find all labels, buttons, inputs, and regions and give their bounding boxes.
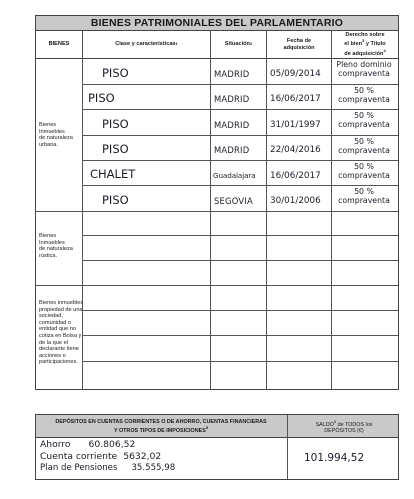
row-5-clase: CHALET — [90, 167, 136, 181]
group-label-rustica: Bienes Inmuebles de naturaleza rústica. — [39, 233, 73, 259]
deposit-line-pensiones: Plan de Pensiones 35.555,98 — [40, 463, 176, 473]
row-3-clase: PISO — [102, 117, 129, 131]
row-2-clase: PISO — [88, 91, 115, 105]
saldo-header-label: SALDO$^6$ de TODOS los DEPÓSITOS (€) — [315, 419, 373, 435]
row-6-fecha: 30/01/2006 — [270, 196, 321, 206]
row-6-derecho: 50 % compraventa — [338, 187, 390, 205]
row-5-situacion: Guadalajara — [213, 171, 256, 180]
group-label-urbana: Bienes Inmuebles de naturaleza urbana. — [39, 122, 73, 148]
row-2-situacion: MADRID — [214, 94, 250, 104]
row-2-derecho: 50 % compraventa — [338, 86, 390, 104]
row-1-derecho: Pleno dominio compraventa — [336, 60, 392, 78]
header-clase: Clase y características 1 — [115, 41, 178, 48]
row-1-situacion: MADRID — [214, 69, 250, 79]
row-3-fecha: 31/01/1997 — [270, 120, 321, 130]
table-header-row — [36, 31, 398, 59]
header-fecha: Fecha de adquisición — [283, 38, 315, 51]
header-bienes: BIENES — [48, 41, 70, 48]
header-derecho: Derecho sobre el bien$^3$ y Título de adquisición$^4$ — [344, 31, 386, 57]
row-1-fecha: 05/09/2014 — [270, 69, 321, 79]
row-4-derecho: 50 % compraventa — [338, 137, 390, 155]
patrimonial-assets-table — [35, 15, 399, 390]
row-5-fecha: 16/06/2017 — [270, 171, 321, 181]
row-3-situacion: MADRID — [214, 120, 250, 130]
row-2-fecha: 16/06/2017 — [270, 94, 321, 104]
col-divider — [287, 415, 288, 479]
row-6-clase: PISO — [102, 193, 129, 207]
row-3-derecho: 50 % compraventa — [338, 111, 390, 129]
deposit-line-ahorro: Ahorro 60.806,52 — [40, 439, 136, 450]
row-5-derecho: 50 % compraventa — [338, 162, 390, 180]
row-4-clase: PISO — [102, 142, 129, 156]
deposits-header-label: DEPÓSITOS EN CUENTAS CORRIENTES O DE AHORRO, CUENTAS FINANCIERAS Y OTROS TIPOS DE IMPOSICIONES$^5$ — [55, 419, 267, 435]
row-6-situacion: SEGOVIA — [214, 196, 253, 206]
row-4-fecha: 22/04/2016 — [270, 145, 321, 155]
group-label-otros: Bienes inmuebles propiedad de una sociedad, comunidad o entidad que no cotiza en Bolsa y de la que el declarante tiene acciones o participaciones. — [39, 300, 84, 366]
deposits-header — [36, 415, 398, 438]
deposits-total: 101.994,52 — [304, 452, 365, 464]
row-1-clase: PISO — [102, 66, 129, 80]
row-4-situacion: MADRID — [214, 145, 250, 155]
deposit-line-cuenta: Cuenta corriente 5632,02 — [40, 451, 162, 462]
header-situacion: Situación 2 — [224, 41, 253, 48]
deposits-table — [35, 414, 399, 480]
table-title: BIENES PATRIMONIALES DEL PARLAMENTARIO — [36, 16, 398, 31]
